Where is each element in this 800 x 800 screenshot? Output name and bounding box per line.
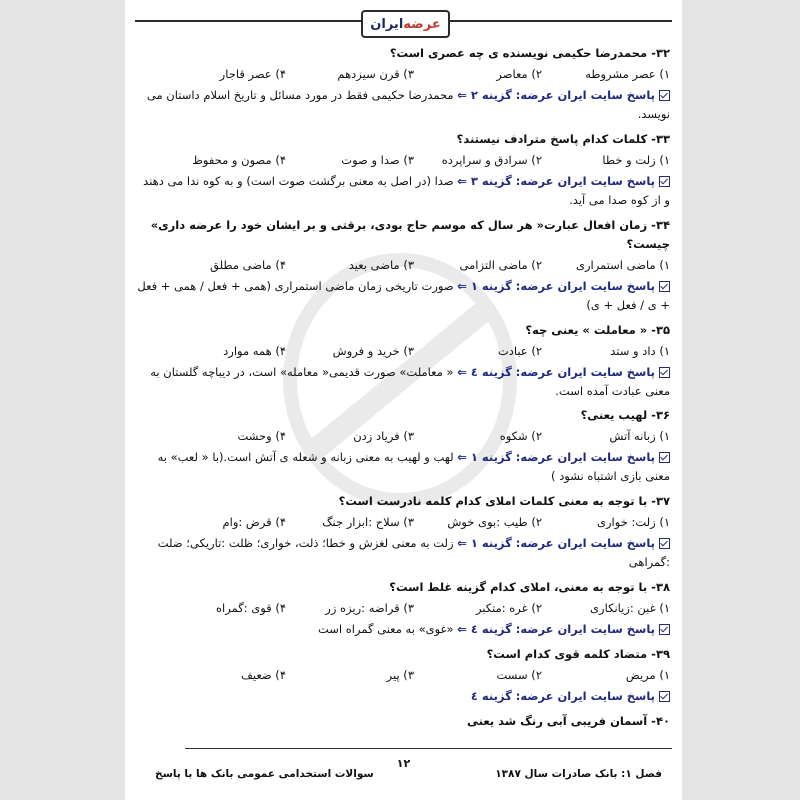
option-item: ۴) عصر قاجار [219,66,286,81]
answer-line [137,363,670,401]
question-title: ۳۸- با توجه به معنی، املای کدام گزینه غلط است؟ [389,580,670,595]
arrow-left-icon: ⇐ [457,364,471,379]
question-options [137,427,670,446]
answer-explanation: صورت تاریخی زمان ماضی استمراری (همی + فعل / همی + فعل + ی / فعل + ی) [137,278,670,312]
question-block [137,216,670,315]
question-title: ۳۵- « معاملت » یعنی چه؟ [525,322,670,337]
option-item: ۳) ماضی بعید [348,257,414,272]
option-item: ۱) غبن :زیانکاری [590,601,670,616]
option-item: ۲) عبادت [497,343,542,358]
question-title: ۳۴- زمان افعال عبارت« هر سال که موسم حاج بودی، برقتی و بر ایشان خود را عرضه داری» چیست؟ [150,217,670,251]
questions-content [137,38,670,740]
option-item: ۳) قراضه :ریزه زر [325,601,414,616]
option-item: ۴) ضعیف [240,668,286,683]
footer-rule [185,748,672,749]
checkbox-checked-icon [659,176,670,187]
option-item: ۱) داد و ستد [610,343,670,358]
option-item: ۳) صدا و صوت [341,152,414,167]
arrow-left-icon: ⇐ [457,536,471,551]
question-options [137,65,670,84]
question-options [137,151,670,170]
page-footer [155,768,662,780]
arrow-left-icon: ⇐ [457,173,471,188]
site-logo [361,10,450,38]
answer-label: پاسخ سایت ایران عرضه: گزینه ۱ [470,536,655,551]
option-item: ۱) مریض [625,668,670,683]
question-options [137,513,670,532]
option-item: ۲) شکوه [499,429,542,444]
option-item: ۳) سلاح :ابزار جنگ [322,515,414,530]
answer-line [137,448,670,486]
checkbox-checked-icon [659,281,670,292]
option-item: ۱) زلت: خواری [596,515,670,530]
arrow-left-icon: ⇐ [457,278,471,293]
answer-line [137,86,670,124]
arrow-left-icon: ⇐ [457,87,471,102]
answer-line [137,687,670,706]
question-block [137,492,670,572]
answer-explanation: « معاملت» صورت قدیمی« معامله» است، در دیباچه گلستان به معنی عبادت آمده است. [150,364,670,398]
answer-label: پاسخ سایت ایران عرضه: گزینه ٤ [470,689,655,704]
question-block [137,712,670,731]
logo-main-text: ایران [370,16,404,32]
checkbox-checked-icon [659,538,670,549]
question-options [137,342,670,361]
question-title: ۳۹- متضاد کلمه قوی کدام است؟ [486,647,670,662]
answer-line [137,172,670,210]
question-options [137,599,670,618]
option-item: ۳) پیر [386,668,414,683]
question-options [137,666,670,685]
option-item: ۲) سست [496,668,542,683]
document-page [125,0,682,800]
checkbox-checked-icon [659,624,670,635]
page-number: ۱۲ [396,757,411,770]
option-item: ۲) معاصر [496,66,542,81]
footer-book-title: سوالات استخدامی عمومی بانک ها با پاسخ [155,768,374,780]
question-title: ۳۷- با توجه به معنی کلمات املای کدام کلمه نادرست است؟ [338,494,670,509]
answer-label: پاسخ سایت ایران عرضه: گزینه ۱ [470,450,655,465]
answer-explanation: زلت به معنی لغزش و خطا؛ ذلت، خواری؛ ظلت :تاریکی؛ ضلت :گمراهی [157,536,670,570]
option-item: ۴) مصون و محفوظ [192,152,286,167]
answer-label: پاسخ سایت ایران عرضه: گزینه ٤ [470,622,655,637]
question-title: ۳۳- کلمات کدام پاسخ مترادف نیستند؟ [456,131,670,146]
option-item: ۱) زبانه آتش [609,429,670,444]
footer-chapter-text: فصل ۱: بانک صادرات سال ۱۳۸۷ [495,768,662,780]
arrow-left-icon: ⇐ [457,450,471,465]
answer-label: پاسخ سایت ایران عرضه: گزینه ۱ [470,278,655,293]
question-block [137,578,670,639]
answer-line [137,277,670,315]
option-item: ۴) قرض :وام [222,515,286,530]
option-item: ۴) وحشت [237,429,286,444]
answer-label: پاسخ سایت ایران عرضه: گزینه ۲ [470,87,655,102]
option-item: ۲) غره :متکبر [475,601,542,616]
option-item: ۳) خرید و فروش [332,343,414,358]
question-options [137,256,670,275]
logo-accent-text: عرضه [403,16,441,32]
answer-line [137,534,670,572]
answer-explanation: «غوی» به معنی گمراه است [318,622,458,637]
question-title: ۳۶- لهیب یعنی؟ [580,408,670,423]
answer-explanation: صدا (در اصل به معنی برگشت صوت است) و به کوه ندا می دهند و از کوه صدا می آید. [143,173,670,207]
question-title: ۳۲- محمدرضا حکیمی نویسنده ی چه عصری است؟ [389,46,670,60]
question-block [137,321,670,401]
answer-label: پاسخ سایت ایران عرضه: گزینه ٤ [470,364,655,379]
option-item: ۲) طیب :بوی خوش [447,515,542,530]
option-item: ۲) سرادق و سراپرده [441,152,542,167]
checkbox-checked-icon [659,452,670,463]
option-item: ۳) فریاد زدن [353,429,414,444]
option-item: ۱) زلت و خطا [602,152,670,167]
answer-label: پاسخ سایت ایران عرضه: گزینه ۳ [470,173,655,188]
checkbox-checked-icon [659,367,670,378]
answer-explanation: محمدرضا حکیمی فقط در مورد مسائل و تاریخ اسلام داستان می نویسد. [146,87,670,121]
option-item: ۴) قوی :گمراه [216,601,286,616]
checkbox-checked-icon [659,691,670,702]
option-item: ۴) ماضی مطلق [210,257,286,272]
answer-line [137,620,670,639]
question-block [137,645,670,706]
option-item: ۳) قرن سیزدهم [337,66,414,81]
option-item: ۲) ماضی التزامی [459,257,542,272]
option-item: ۱) عصر مشروطه [585,66,670,81]
checkbox-checked-icon [659,90,670,101]
question-title: ۴۰- آسمان فریبی آبی رنگ شد یعنی [467,714,670,729]
option-item: ۴) همه موارد [223,343,286,358]
answer-explanation: لهب و لهیب به معنی زبانه و شعله ی آتش است.(با « لعب» به معنی بازی اشتباه نشود ) [157,450,670,484]
option-item: ۱) ماضی استمراری [575,257,670,272]
arrow-left-icon: ⇐ [457,622,471,637]
question-block [137,44,670,124]
question-block [137,130,670,210]
question-block [137,406,670,486]
